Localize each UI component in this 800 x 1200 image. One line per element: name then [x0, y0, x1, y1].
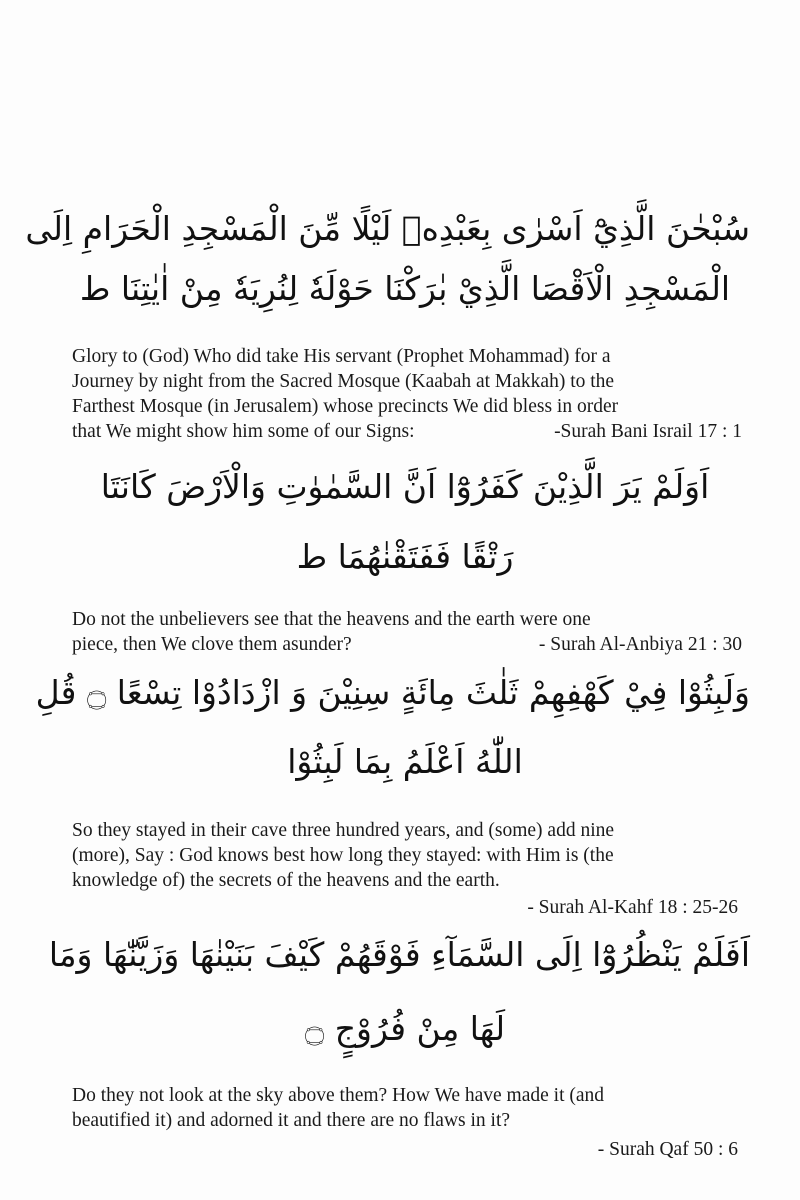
arabic-verse-4-line-2: لَهَا مِنْ فُرُوْجٍ ۝ [304, 1009, 506, 1048]
arabic-verse-4-line-1: اَفَلَمْ يَنْظُرُوْٓا اِلَى السَّمَآءِ فَوْقَهُمْ كَيْفَ بَنَيْنٰهَا وَزَيَّنّٰهَا وَمَا [48, 935, 750, 974]
translation-line: beautified it) and adorned it and there are no flaws in it? [72, 1110, 511, 1131]
translation-line-text: that We might show him some of our Signs: [72, 421, 415, 442]
translation-line: knowledge of) the secrets of the heavens and the earth. [72, 870, 500, 891]
translation-line: So they stayed in their cave three hundred years, and (some) add nine [72, 820, 615, 841]
translation-line: Journey by night from the Sacred Mosque (Kaabah at Makkah) to the [72, 371, 615, 392]
surah-reference: -Surah Bani Israil 17 : 1 [554, 421, 742, 442]
translation-line-text: piece, then We clove them asunder? [72, 634, 352, 655]
translation-verse-2 [72, 607, 742, 657]
surah-reference: - Surah Al-Kahf 18 : 25-26 [527, 897, 738, 918]
translation-line: Glory to (God) Who did take His servant (Prophet Mohammad) for a [72, 346, 611, 367]
translation-line: Farthest Mosque (in Jerusalem) whose precincts We did bless in order [72, 396, 619, 417]
arabic-verse-1-line-2: الْمَسْجِدِ الْاَقْصَا الَّذِيْ بٰرَكْنَا حَوْلَهٗ لِنُرِيَهٗ مِنْ اٰيٰتِنَا ط [79, 269, 731, 308]
surah-reference: - Surah Al-Anbiya 21 : 30 [538, 634, 742, 655]
arabic-verse-3-line-2: اللّٰهُ اَعْلَمُ بِمَا لَبِثُوْا [287, 742, 523, 781]
arabic-verse-3-line-1: وَلَبِثُوْا فِيْ كَهْفِهِمْ ثَلٰثَ مِائَةٍ سِنِيْنَ وَ ازْدَادُوْا تِسْعًا ۝ قُلِ [35, 673, 750, 712]
translation-line: Do not the unbelievers see that the heavens and the earth were one [72, 609, 591, 630]
arabic-verse-2-line-1: اَوَلَمْ يَرَ الَّذِيْنَ كَفَرُوْٓا اَنَّ السَّمٰوٰتِ وَالْاَرْضَ كَانَتَا [100, 467, 710, 506]
translation-verse-4 [72, 1083, 742, 1133]
translation-line: Do they not look at the sky above them? How We have made it (and [72, 1085, 605, 1106]
translation-line: (more), Say : God knows best how long they stayed: with Him is (the [72, 845, 614, 866]
arabic-verse-1-line-1: سُبْحٰنَ الَّذِيْٓ اَسْرٰى بِعَبْدِهٖ لَيْلًا مِّنَ الْمَسْجِدِ الْحَرَامِ اِلَى [25, 209, 750, 248]
surah-reference: - Surah Qaf 50 : 6 [597, 1139, 738, 1160]
arabic-verse-2-line-2: رَتْقًا فَفَتَقْنٰهُمَا ط [296, 537, 514, 576]
translation-verse-3 [72, 818, 742, 893]
translation-last-line [72, 632, 742, 657]
translation-last-line [72, 419, 742, 444]
translation-verse-1 [72, 344, 742, 444]
